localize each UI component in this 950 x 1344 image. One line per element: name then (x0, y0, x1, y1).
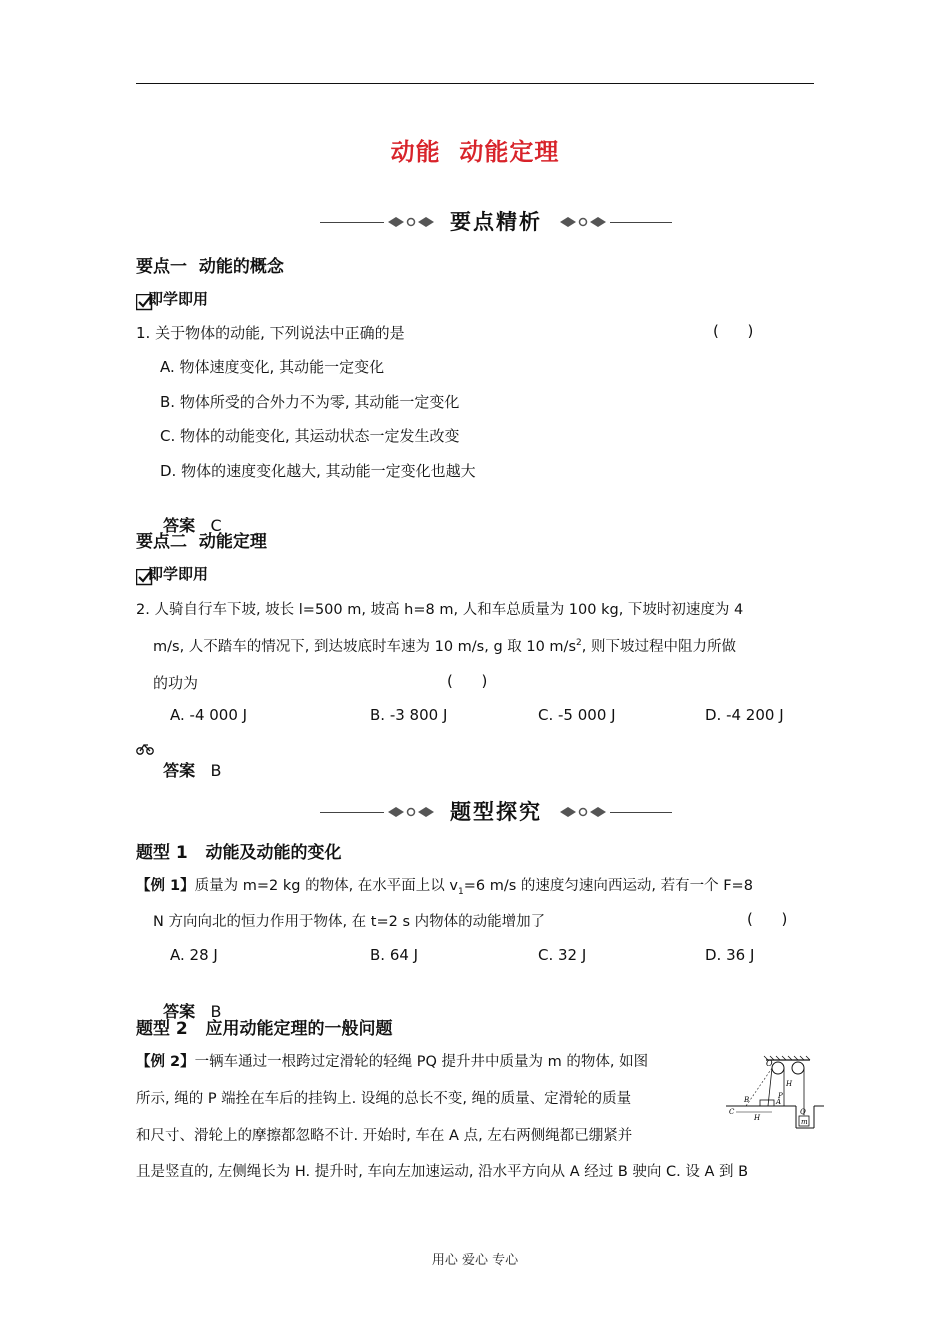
answer-value: B (210, 1002, 222, 1021)
figure-label: O (766, 1059, 773, 1068)
option-d: D. -4 200 J (705, 706, 784, 724)
example-label: 【例 2】 (136, 1054, 195, 1070)
option-b: B. 64 J (370, 946, 419, 964)
pulley-diagram (726, 1052, 826, 1132)
ex2-text: 一辆车通过一根跨过定滑轮的轻绳 PQ 提升井中质量为 m 的物体, 如图 (194, 1054, 649, 1070)
type2-heading: 题型 2 应用动能定理的一般问题 (136, 1019, 393, 1039)
figure-label: H (754, 1114, 761, 1122)
subheading-text: 即学即用 (148, 290, 209, 308)
header-rule (136, 83, 814, 84)
example-2-line2: 所示, 绳的 P 端拴在车后的挂钩上. 设绳的总长不变, 绳的质量、定滑轮的质量 (136, 1091, 632, 1107)
option-b: B. -3 800 J (370, 706, 448, 724)
ornament-icon (558, 215, 608, 229)
example-2-line4: 且是竖直的, 左侧绳长为 H. 提升时, 车向左加速运动, 沿水平方向从 A 经过 B 驶向 C. 设 A 到 B (136, 1164, 749, 1180)
ornament-icon (558, 805, 608, 819)
answer-label: 答案 (163, 516, 196, 535)
option-a: A. 28 J (170, 946, 218, 964)
option-c: C. 物体的动能变化, 其运动状态一定发生改变 (160, 427, 460, 445)
banner-line-right (610, 812, 672, 813)
question-2-line1: 2. 人骑自行车下坡, 坡长 l=500 m, 坡高 h=8 m, 人和车总质量为 100 kg, 下坡时初速度为 4 (136, 602, 744, 618)
figure-label: H (786, 1080, 793, 1088)
page-footer: 用心 爱心 专心 (431, 1253, 519, 1268)
option-a: A. 物体速度变化, 其动能一定变化 (160, 358, 385, 376)
type1-heading: 题型 1 动能及动能的变化 (136, 843, 342, 863)
option-d: D. 36 J (705, 946, 755, 964)
figure-label: Q (800, 1108, 806, 1116)
q2-text-b: , 则下坡过程中阻力所做 (581, 639, 736, 655)
figure-label: B (744, 1096, 750, 1104)
option-c: C. 32 J (538, 946, 587, 964)
answer-value: C (210, 516, 222, 535)
answer-value: B (210, 761, 222, 780)
example-label: 【例 1】 (136, 878, 195, 894)
answer-blank: ( ) (447, 672, 488, 690)
point2-heading: 要点二 动能定理 (136, 532, 267, 552)
question-2-line3: 的功为 (153, 674, 199, 692)
example-1-line1 (136, 874, 753, 897)
ex1-text-a: 质量为 m=2 kg 的物体, 在水平面上以 v (194, 878, 458, 894)
option-a: A. -4 000 J (170, 706, 248, 724)
answer-label: 答案 (163, 1002, 196, 1021)
section-title: 题型探究 (450, 800, 542, 824)
point1-heading: 要点一 动能的概念 (136, 257, 284, 277)
figure-label: P (778, 1092, 783, 1100)
question-2-line2 (153, 635, 736, 656)
example-1-line2: N 方向向北的恒力作用于物体, 在 t=2 s 内物体的动能增加了 (153, 914, 546, 930)
question-1: 1. 关于物体的动能, 下列说法中正确的是 (136, 324, 405, 342)
example-2-line3: 和尺寸、滑轮上的摩擦都忽略不计. 开始时, 车在 A 点, 左右两侧绳都已绷紧并 (136, 1128, 633, 1144)
ex1-text-b: =6 m/s 的速度匀速向西运动, 若有一个 F=8 (463, 878, 753, 894)
figure-label: m (801, 1118, 808, 1126)
subheading-text: 即学即用 (148, 565, 209, 583)
bicycle-icon (136, 742, 154, 756)
example-2-line1 (136, 1050, 648, 1071)
answer-blank: ( ) (713, 322, 754, 340)
banner-line-right (610, 222, 672, 223)
q2-text-a: m/s, 人不踏车的情况下, 到达坡底时车速为 10 m/s, g 取 10 m/s (153, 639, 576, 655)
ex1-subscript: 1 (457, 886, 464, 897)
option-b: B. 物体所受的合外力不为零, 其动能一定变化 (160, 393, 460, 411)
option-d: D. 物体的速度变化越大, 其动能一定变化也越大 (160, 462, 476, 480)
q2-superscript: 2 (576, 638, 582, 649)
option-c: C. -5 000 J (538, 706, 616, 724)
document-title: 动能 动能定理 (390, 138, 560, 166)
section-banner-key-points (316, 206, 676, 240)
answer-label: 答案 (163, 761, 196, 780)
figure-label: C (729, 1108, 735, 1116)
answer-2 (153, 739, 221, 781)
section-title: 要点精析 (450, 210, 542, 234)
section-banner-question-types (316, 796, 676, 830)
figure-label: A (776, 1098, 782, 1106)
answer-blank: ( ) (747, 910, 788, 928)
